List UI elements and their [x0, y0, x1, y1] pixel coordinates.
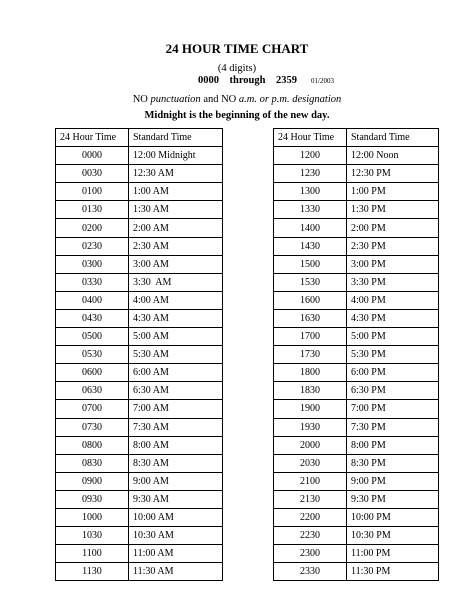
- cell-standard-time: 10:30 PM: [347, 527, 439, 545]
- cell-24-hour: 0000: [56, 147, 129, 165]
- table-row: [56, 400, 223, 418]
- midnight-note: Midnight is the beginning of the new day.: [144, 110, 330, 121]
- table-row: [56, 165, 223, 183]
- column-header-24-hour: 24 Hour Time: [274, 129, 347, 147]
- cell-standard-time: 11:00 AM: [129, 545, 223, 563]
- page-title: 24 HOUR TIME CHART: [165, 41, 309, 56]
- column-header-standard: Standard Time: [129, 129, 223, 147]
- cell-standard-time: 2:30 PM: [347, 237, 439, 255]
- cell-standard-time: 5:00 AM: [129, 328, 223, 346]
- table-row: [56, 346, 223, 364]
- cell-24-hour: 1500: [274, 255, 347, 273]
- cell-standard-time: 9:30 PM: [347, 490, 439, 508]
- column-header-24-hour: 24 Hour Time: [56, 129, 129, 147]
- table-row: [56, 364, 223, 382]
- table-row: [56, 382, 223, 400]
- table-row: [274, 382, 439, 400]
- cell-24-hour: 1030: [56, 527, 129, 545]
- cell-24-hour: 2200: [274, 508, 347, 526]
- cell-24-hour: 0900: [56, 472, 129, 490]
- cell-24-hour: 0700: [56, 400, 129, 418]
- cell-24-hour: 0530: [56, 346, 129, 364]
- table-row: [56, 436, 223, 454]
- cell-standard-time: 4:00 PM: [347, 291, 439, 309]
- table-row: [56, 328, 223, 346]
- cell-24-hour: 0630: [56, 382, 129, 400]
- table-row: [56, 219, 223, 237]
- cell-standard-time: 4:30 PM: [347, 309, 439, 327]
- cell-standard-time: 5:30 PM: [347, 346, 439, 364]
- cell-24-hour: 1530: [274, 273, 347, 291]
- cell-standard-time: 6:30 PM: [347, 382, 439, 400]
- cell-standard-time: 2:30 AM: [129, 237, 223, 255]
- cell-24-hour: 1700: [274, 328, 347, 346]
- table-row: [56, 237, 223, 255]
- cell-standard-time: 6:00 AM: [129, 364, 223, 382]
- table-row: [56, 255, 223, 273]
- cell-standard-time: 4:30 AM: [129, 309, 223, 327]
- cell-standard-time: 7:00 AM: [129, 400, 223, 418]
- cell-standard-time: 12:30 AM: [129, 165, 223, 183]
- table-row: [274, 364, 439, 382]
- cell-24-hour: 2330: [274, 563, 347, 581]
- cell-standard-time: 4:00 AM: [129, 291, 223, 309]
- cell-24-hour: 0730: [56, 418, 129, 436]
- cell-24-hour: 2230: [274, 527, 347, 545]
- cell-standard-time: 6:30 AM: [129, 382, 223, 400]
- cell-24-hour: 1230: [274, 165, 347, 183]
- note-prefix: NO: [132, 94, 151, 105]
- table-row: [274, 472, 439, 490]
- table-row: [56, 183, 223, 201]
- table-row: [56, 201, 223, 219]
- table-row: [274, 165, 439, 183]
- table-row: [56, 490, 223, 508]
- note-punctuation: punctuation: [150, 94, 201, 105]
- cell-24-hour: 1330: [274, 201, 347, 219]
- cell-standard-time: 6:00 PM: [347, 364, 439, 382]
- cell-24-hour: 1400: [274, 219, 347, 237]
- table-row: [274, 563, 439, 581]
- table-row: [274, 346, 439, 364]
- cell-standard-time: 11:30 AM: [129, 563, 223, 581]
- cell-24-hour: 1100: [56, 545, 129, 563]
- cell-24-hour: 1000: [56, 508, 129, 526]
- cell-standard-time: 8:00 PM: [347, 436, 439, 454]
- table-row: [274, 147, 439, 165]
- cell-standard-time: 11:30 PM: [347, 563, 439, 581]
- column-header-standard: Standard Time: [347, 129, 439, 147]
- cell-standard-time: 5:00 PM: [347, 328, 439, 346]
- table-row: [56, 291, 223, 309]
- cell-standard-time: 5:30 AM: [129, 346, 223, 364]
- cell-standard-time: 3:30 AM: [129, 273, 223, 291]
- table-row: [274, 328, 439, 346]
- cell-24-hour: 0130: [56, 201, 129, 219]
- table-row: [56, 454, 223, 472]
- cell-24-hour: 0930: [56, 490, 129, 508]
- table-body-left: [56, 147, 223, 581]
- cell-24-hour: 1630: [274, 309, 347, 327]
- cell-24-hour: 2130: [274, 490, 347, 508]
- cell-24-hour: 2000: [274, 436, 347, 454]
- table-row: [274, 436, 439, 454]
- cell-standard-time: 12:00 Noon: [347, 147, 439, 165]
- table-row: [274, 237, 439, 255]
- cell-standard-time: 8:30 PM: [347, 454, 439, 472]
- cell-standard-time: 1:30 AM: [129, 201, 223, 219]
- cell-24-hour: 0330: [56, 273, 129, 291]
- table-body-right: [274, 147, 439, 581]
- cell-standard-time: 9:00 PM: [347, 472, 439, 490]
- cell-standard-time: 12:30 PM: [347, 165, 439, 183]
- cell-24-hour: 0500: [56, 328, 129, 346]
- table-row: [56, 508, 223, 526]
- time-table-left: [55, 128, 223, 581]
- format-note: [0, 94, 474, 105]
- digits-note: (4 digits): [217, 63, 257, 74]
- table-row: [274, 183, 439, 201]
- cell-24-hour: 0230: [56, 237, 129, 255]
- cell-24-hour: 2030: [274, 454, 347, 472]
- cell-24-hour: 0300: [56, 255, 129, 273]
- table-row: [274, 490, 439, 508]
- table-row: [274, 219, 439, 237]
- table-row: [274, 273, 439, 291]
- note-designation: a.m. or p.m. designation: [238, 94, 342, 105]
- cell-24-hour: 0830: [56, 454, 129, 472]
- cell-24-hour: 2300: [274, 545, 347, 563]
- table-row: [56, 563, 223, 581]
- cell-standard-time: 11:00 PM: [347, 545, 439, 563]
- table-row: [274, 454, 439, 472]
- cell-24-hour: 1600: [274, 291, 347, 309]
- table-row: [274, 309, 439, 327]
- cell-24-hour: 1800: [274, 364, 347, 382]
- time-table-right: [273, 128, 439, 581]
- cell-standard-time: 10:00 PM: [347, 508, 439, 526]
- table-row: [274, 201, 439, 219]
- cell-24-hour: 2100: [274, 472, 347, 490]
- cell-24-hour: 0200: [56, 219, 129, 237]
- cell-standard-time: 10:00 AM: [129, 508, 223, 526]
- cell-standard-time: 7:30 PM: [347, 418, 439, 436]
- cell-24-hour: 1730: [274, 346, 347, 364]
- revision-date: 01/2003: [311, 77, 334, 85]
- table-row: [56, 273, 223, 291]
- cell-standard-time: 1:00 PM: [347, 183, 439, 201]
- table-row: [274, 418, 439, 436]
- cell-standard-time: 10:30 AM: [129, 527, 223, 545]
- cell-24-hour: 0400: [56, 291, 129, 309]
- table-row: [56, 545, 223, 563]
- table-row: [56, 309, 223, 327]
- cell-24-hour: 1900: [274, 400, 347, 418]
- cell-24-hour: 0600: [56, 364, 129, 382]
- table-row: [56, 472, 223, 490]
- time-range: 0000 through 2359: [198, 75, 297, 86]
- cell-standard-time: 3:00 AM: [129, 255, 223, 273]
- note-middle: and NO: [200, 94, 239, 105]
- cell-standard-time: 2:00 PM: [347, 219, 439, 237]
- cell-24-hour: 1430: [274, 237, 347, 255]
- table-row: [274, 527, 439, 545]
- cell-standard-time: 3:00 PM: [347, 255, 439, 273]
- cell-standard-time: 9:30 AM: [129, 490, 223, 508]
- cell-standard-time: 3:30 PM: [347, 273, 439, 291]
- table-header-row: [274, 129, 439, 147]
- cell-24-hour: 0100: [56, 183, 129, 201]
- cell-24-hour: 1830: [274, 382, 347, 400]
- table-row: [274, 400, 439, 418]
- table-row: [274, 255, 439, 273]
- cell-24-hour: 0800: [56, 436, 129, 454]
- cell-24-hour: 0430: [56, 309, 129, 327]
- table-row: [274, 508, 439, 526]
- cell-standard-time: 7:00 PM: [347, 400, 439, 418]
- cell-standard-time: 8:00 AM: [129, 436, 223, 454]
- cell-standard-time: 9:00 AM: [129, 472, 223, 490]
- cell-24-hour: 0030: [56, 165, 129, 183]
- cell-24-hour: 1300: [274, 183, 347, 201]
- cell-standard-time: 1:00 AM: [129, 183, 223, 201]
- cell-standard-time: 7:30 AM: [129, 418, 223, 436]
- cell-standard-time: 2:00 AM: [129, 219, 223, 237]
- cell-24-hour: 1200: [274, 147, 347, 165]
- table-row: [56, 418, 223, 436]
- table-row: [56, 147, 223, 165]
- table-row: [274, 545, 439, 563]
- table-row: [274, 291, 439, 309]
- table-header-row: [56, 129, 223, 147]
- cell-standard-time: 12:00 Midnight: [129, 147, 223, 165]
- cell-standard-time: 1:30 PM: [347, 201, 439, 219]
- cell-24-hour: 1930: [274, 418, 347, 436]
- table-row: [56, 527, 223, 545]
- cell-standard-time: 8:30 AM: [129, 454, 223, 472]
- cell-24-hour: 1130: [56, 563, 129, 581]
